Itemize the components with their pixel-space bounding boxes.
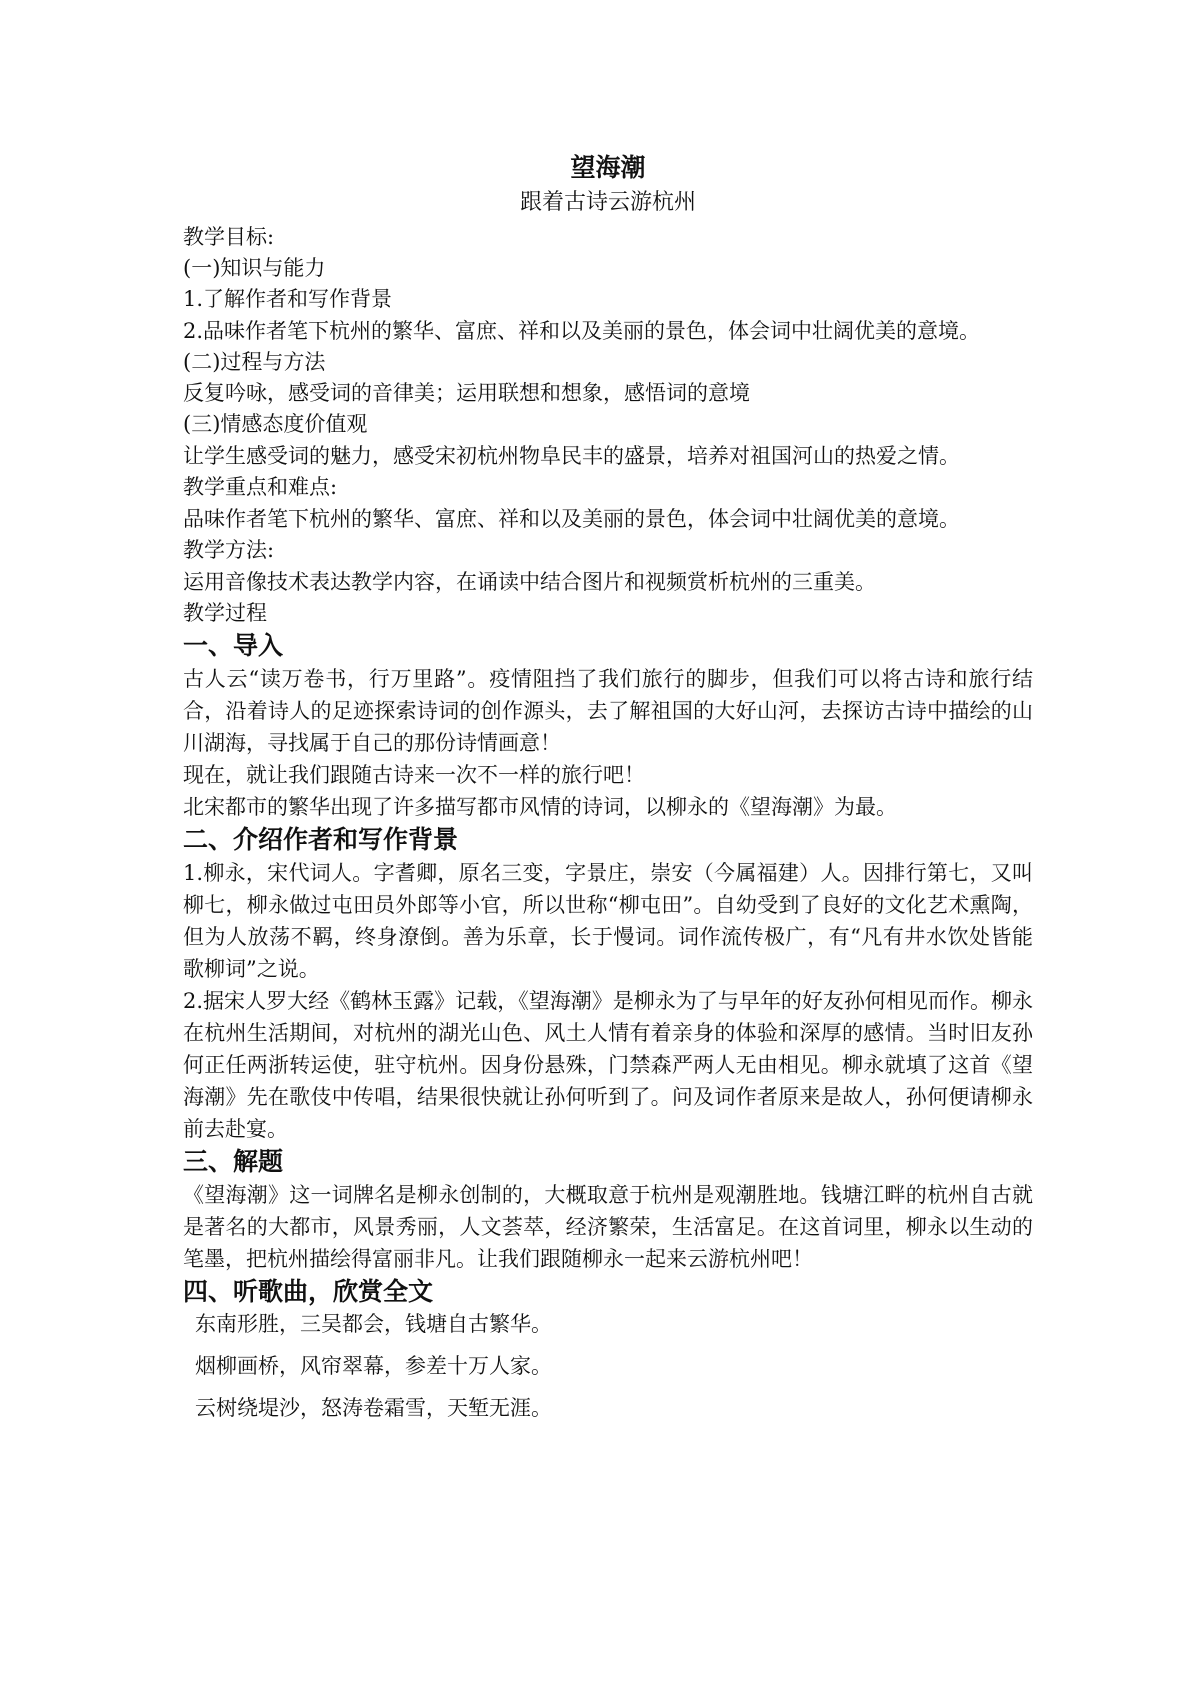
section1-para1: 古人云“读万卷书，行万里路”。疫情阻挡了我们旅行的脚步，但我们可以将古诗和旅行结合，沿着诗人的足迹探索诗词的创作源头，去了解祖国的大好山河，去探访古诗中描绘的山川湖海，寻找属于自己的那份诗情画意！: [183, 667, 1033, 755]
page-subtitle: 跟着古诗云游杭州: [519, 190, 696, 215]
section2-para1: 1.柳永，宋代词人。字耆卿，原名三变，字景庄，崇安（今属福建）人。因排行第七，又叫柳七，柳永做过屯田员外郎等小官，所以世称“柳屯田”。自幼受到了良好的文化艺术熏陶，但为人放荡不羁，终身潦倒。善为乐章，长于慢词。词作流传极广，有“凡有井水饮处皆能歌柳词”之说。: [183, 861, 1033, 981]
objectives-emotion: 让学生感受词的魅力，感受宋初杭州物阜民丰的盛景，培养对祖国河山的热爱之情。: [183, 444, 960, 468]
section4-heading: 四、听歌曲，欣赏全文: [183, 1277, 434, 1306]
keypoints-label: 教学重点和难点:: [183, 475, 338, 499]
poem-line: 烟柳画桥，风帘翠幕，参差十万人家。: [195, 1354, 552, 1378]
section3-heading: 三、解题: [183, 1147, 284, 1176]
objectives-part1: (一)知识与能力: [183, 256, 326, 280]
objectives-method: 反复吟咏，感受词的音律美；运用联想和想象，感悟词的意境: [183, 381, 750, 405]
objectives-item2: 2.品味作者笔下杭州的繁华、富庶、祥和以及美丽的景色，体会词中壮阔优美的意境。: [183, 319, 981, 343]
page-title: 望海潮: [570, 153, 646, 182]
poem-line: 云树绕堤沙，怒涛卷霜雪，天堑无涯。: [195, 1396, 552, 1420]
poem-line: 东南形胜，三吴都会，钱塘自古繁华。: [195, 1312, 552, 1336]
section2-heading: 二、介绍作者和写作背景: [183, 825, 459, 854]
methods-text: 运用音像技术表达教学内容，在诵读中结合图片和视频赏析杭州的三重美。: [183, 570, 876, 594]
section2-para2: 2.据宋人罗大经《鹤林玉露》记载，《望海潮》是柳永为了与早年的好友孙何相见而作。柳永在杭州生活期间，对杭州的湖光山色、风土人情有着亲身的体验和深厚的感情。当时旧友孙何正任两浙转运使，驻守杭州。因身份悬殊，门禁森严两人无由相见。柳永就填了这首《望海潮》先在歌伎中传唱，结果很快就让孙何听到了。问及词作者原来是故人，孙何便请柳永前去赴宴。: [183, 989, 1033, 1141]
objectives-item1: 1.了解作者和写作背景: [183, 287, 393, 311]
keypoints-text: 品味作者笔下杭州的繁华、富庶、祥和以及美丽的景色，体会词中壮阔优美的意境。: [183, 507, 960, 531]
objectives-part2: (二)过程与方法: [183, 350, 326, 374]
section1-heading: 一、导入: [183, 631, 284, 660]
objectives-part3: (三)情感态度价值观: [183, 412, 368, 436]
objectives-label: 教学目标:: [183, 225, 275, 249]
section3-para1: 《望海潮》这一词牌名是柳永创制的，大概取意于杭州是观潮胜地。钱塘江畔的杭州自古就是著名的大都市，风景秀丽，人文荟萃，经济繁荣，生活富足。在这首词里，柳永以生动的笔墨，把杭州描绘得富丽非凡。让我们跟随柳永一起来云游杭州吧！: [183, 1183, 1033, 1271]
section1-para3: 北宋都市的繁华出现了许多描写都市风情的诗词，以柳永的《望海潮》为最。: [183, 795, 897, 819]
methods-label: 教学方法:: [183, 538, 275, 562]
process-label: 教学过程: [183, 601, 267, 625]
section1-para2: 现在，就让我们跟随古诗来一次不一样的旅行吧！: [183, 763, 645, 787]
document-page: [183, 150, 1033, 1435]
